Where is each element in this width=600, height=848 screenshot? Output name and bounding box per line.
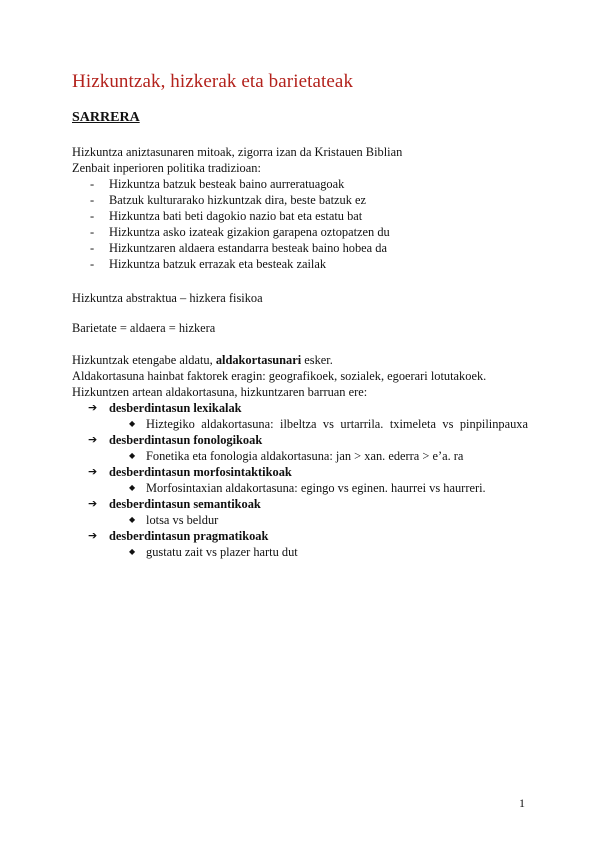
list-item (72, 192, 528, 208)
arrow-icon: ➔ (88, 529, 98, 542)
list-item (72, 432, 528, 464)
difference-detail (146, 416, 528, 432)
myth-text: Hizkuntza batzuk besteak baino aurreratuagoak (109, 177, 345, 191)
arrow-icon: ➔ (88, 497, 98, 510)
sub-list (109, 544, 528, 560)
section-heading: SARRERA (72, 110, 140, 125)
intro-line-2: Zenbait inperioren politika tradizioan: (72, 161, 261, 175)
difference-heading: desberdintasun pragmatikoak (109, 529, 269, 543)
difference-detail: Morfosintaxian aldakortasuna: egingo vs eginen. haurrei vs haurreri. (146, 481, 486, 495)
within-line: Hizkuntzen artean aldakortasuna, hizkuntzaren barruan ere: (72, 385, 368, 399)
diamond-icon: ◆ (129, 451, 136, 460)
difference-detail: lotsa vs beldur (146, 513, 219, 527)
diamond-icon: ◆ (129, 483, 136, 492)
list-item (109, 480, 528, 496)
myth-text: Batzuk kulturarako hizkuntzak dira, beste batzuk ez (109, 193, 367, 207)
differences-list (72, 400, 528, 560)
list-item (72, 256, 528, 272)
list-item (72, 240, 528, 256)
myths-list (72, 176, 528, 272)
change-suffix: esker. (301, 353, 333, 367)
myth-text: Hizkuntzaren aldaera estandarra besteak baino hobea da (109, 241, 387, 255)
list-item (72, 464, 528, 496)
list-item (72, 224, 528, 240)
abstract-line: Hizkuntza abstraktua – hizkera fisikoa (72, 291, 263, 305)
variety-line: Barietate = aldaera = hizkera (72, 321, 216, 335)
dash-marker: - (90, 209, 95, 223)
difference-heading: desberdintasun semantikoak (109, 497, 261, 511)
list-item (109, 512, 528, 528)
factors-line: Aldakortasuna hainbat faktorek eragin: geografikoek, sozialek, egoerari lotutakoek. (72, 369, 487, 383)
arrow-icon: ➔ (88, 433, 98, 446)
list-item (109, 448, 528, 464)
change-bold: aldakortasunari (215, 353, 302, 367)
list-item (72, 208, 528, 224)
difference-heading: desberdintasun lexikalak (109, 401, 242, 415)
dash-marker: - (90, 225, 95, 239)
difference-heading: desberdintasun fonologikoak (109, 433, 263, 447)
sub-list (109, 480, 528, 496)
diamond-icon: ◆ (129, 547, 136, 556)
change-line (72, 352, 528, 368)
intro-block (72, 144, 528, 272)
list-item (72, 528, 528, 560)
list-item (72, 400, 528, 432)
arrow-icon: ➔ (88, 465, 98, 478)
dash-marker: - (90, 193, 95, 207)
difference-detail: Fonetika eta fonologia aldakortasuna: jan > xan. ederra > e’a. ra (146, 449, 464, 463)
dash-marker: - (90, 241, 95, 255)
myth-text: Hizkuntza asko izateak gizakion garapena oztopatzen du (109, 225, 390, 239)
arrow-icon: ➔ (88, 401, 98, 414)
difference-heading: desberdintasun morfosintaktikoak (109, 465, 292, 479)
diamond-icon: ◆ (129, 419, 136, 428)
sub-list (109, 448, 528, 464)
page-number: 1 (519, 796, 525, 810)
document-title: Hizkuntzak, hizkerak eta barietateak (72, 71, 354, 92)
diamond-icon: ◆ (129, 515, 136, 524)
variation-block (72, 352, 528, 560)
myth-text: Hizkuntza batzuk errazak eta besteak zailak (109, 257, 327, 271)
sub-list (109, 416, 528, 432)
sub-list (109, 512, 528, 528)
change-prefix: Hizkuntzak etengabe aldatu, (72, 353, 216, 367)
list-item (109, 416, 528, 432)
list-item (72, 176, 528, 192)
difference-detail-text: Hiztegiko aldakortasuna: ilbeltza vs urtarrila. tximeleta vs pinpilinpauxa (146, 417, 528, 431)
intro-line-1: Hizkuntza aniztasunaren mitoak, zigorra izan da Kristauen Biblian (72, 145, 403, 159)
myth-text: Hizkuntza bati beti dagokio nazio bat eta estatu bat (109, 209, 363, 223)
dash-marker: - (90, 257, 95, 271)
list-item (109, 544, 528, 560)
difference-detail: gustatu zait vs plazer hartu dut (146, 545, 298, 559)
list-item (72, 496, 528, 528)
dash-marker: - (90, 177, 95, 191)
